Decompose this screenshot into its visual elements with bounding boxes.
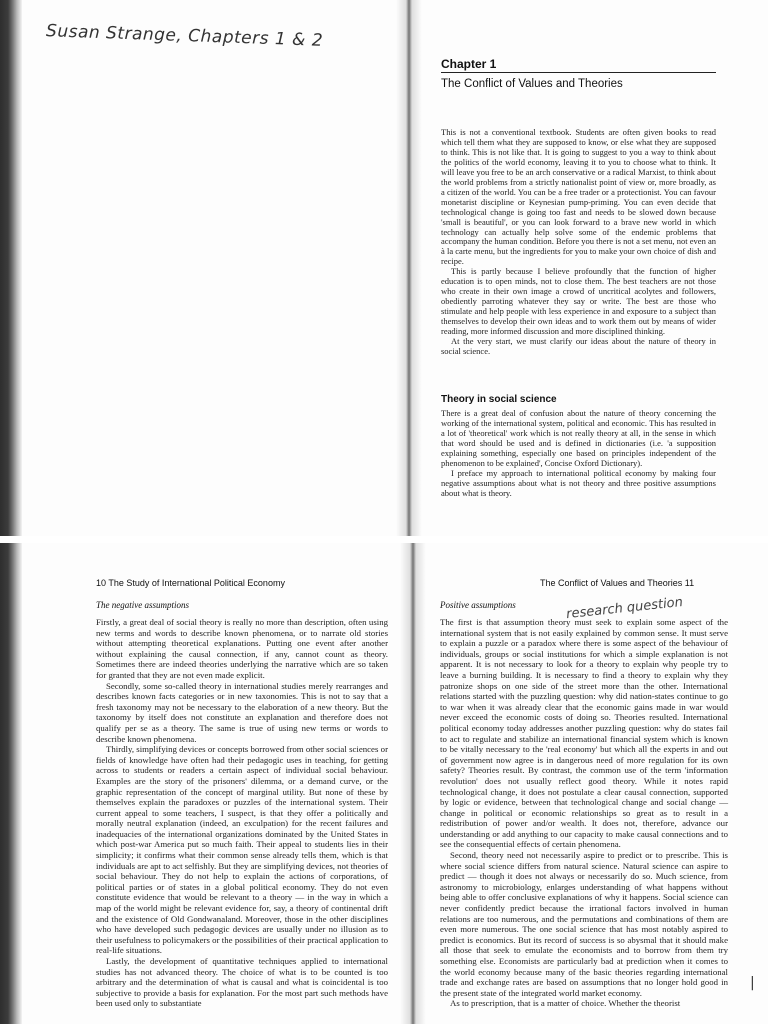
chapter-label: Chapter 1 (441, 57, 497, 71)
margin-bracket-mark: | (750, 975, 755, 991)
paragraph: Secondly, some so-called theory in international studies merely rearranges and describes known facts categories or in new taxonomies. This is not to say that a fresh taxonomy may not be necessary to the elaboration of a new theory. But the taxonomy by itself does not constitute an explanation and therefore does not qualify per se as a theory. The same is true of using new terms or words to describe known phenomena. (96, 680, 388, 744)
negative-assumptions-subheading: The negative assumptions (96, 600, 189, 610)
positive-assumptions-subheading: Positive assumptions (440, 600, 516, 610)
right-page-text (440, 617, 728, 1009)
running-head-left: 10 The Study of International Political Economy (96, 578, 285, 588)
page-gutter (396, 0, 422, 536)
section-heading: Theory in social science (441, 394, 557, 405)
section-text (441, 409, 716, 499)
left-page-text (96, 617, 388, 1009)
paragraph: Second, theory need not necessarily aspire to predict or to prescribe. This is where social science differs from natural science. Natural science can aspire to predict — though it does not always or necessarily do so. Much science, from astronomy to microbiology, enlarges understanding of what happens without being able to offer conclusive explanations of why it happens. Social science can never confidently predict because the irrational factors involved in human relations are too numerous, and the permutations and combinations of them are even more numerous. The one social science that has most notably aspired to predict is economics. But its record of success is so abysmal that it should make all those that seek to emulate the economists and to borrow from them try something else. Economists are particularly bad at prediction when it comes to the world economy because many of the basic theories regarding international trade and exchange rates are based on assumptions that no longer hold good in the present state of the integrated world market economy. (440, 850, 728, 998)
paragraph: Lastly, the development of quantitative techniques applied to international studies has not advanced theory. The choice of what is to be counted is too arbitrary and the determination of what is causal and what is coincidental is too subjective to provide a basis for explanation. For the most part such methods have been used only to substantiate (96, 956, 388, 1009)
section-paragraph: I preface my approach to international political economy by making four negative assumptions about what is not theory and three positive assumptions about what is theory. (441, 467, 716, 498)
paragraph: Thirdly, simplifying devices or concepts borrowed from other social sciences or fields of knowledge have often had their pedagogic uses in teaching, for getting across to students or readers a certain aspect of individual social behaviour. Examples are the story of the prisoners' dilemma, or a demand curve, or the graphic representation of the concept of marginal utility. But none of these by themselves explain the paradoxes or puzzles of the international system. Their current appeal to some teachers, I suspect, is that they offer a politically and morally neutral explanation (indeed, an exculpation) for the recent failures and inadequacies of the international organizations dominated by the United States in which post-war America put so much faith. Their appeal to students lies in their simplicity; it confirms what their common sense already tells them, which is that individuals are apt to act selfishly. But they are simplifying devices, not theories of social behaviour. They do not help to explain the actions of corporations, of political parties or of states in a global political economy. They do not even constitute evidence that would be relevant to a theory — in the way in which a map of the world might be relevant evidence for, say, a theory of continental drift and the existence of Old Gondwanaland. Moreover, those in the other disciplines who have developed such pedagogic devices are usually under no illusion as to their usefulness to policymakers or the possibilities of their practical application to real-life situations. (96, 744, 388, 956)
running-head-right: The Conflict of Values and Theories 11 (540, 578, 695, 588)
photo-gap (0, 536, 768, 543)
handwritten-annotation: research question (565, 594, 684, 623)
paragraph: As to prescription, that is a matter of choice. Whether the theorist (450, 998, 681, 1009)
page-gutter (400, 543, 426, 1024)
intro-paragraph: This is partly because I believe profoundly that the function of higher education is to open minds, not to close them. The best teachers are not those who create in their own image a crowd of uncritical acolytes and followers, obediently parroting whatever they say or write. The best are those who stimulate and help people with less experience in and exposure to a subject than themselves to develop their own ideas and to work them out by means of wider reading, more informed discussion and more disciplined thinking. (441, 266, 716, 337)
section-paragraph: There is a great deal of confusion about the nature of theory concerning the working of the international system, political and economic. This has resulted in a lot of 'theoretical' work which is not really theory at all, in the sense in which that word should be used and is defined in dictionaries (i.e. 'a supposition explaining something, especially one based on principles independent of the phenomenon to be explained', Concise Oxford Dictionary). (441, 408, 716, 468)
intro-text (441, 128, 716, 357)
book-binding-shadow (0, 0, 22, 536)
chapter-rule (441, 72, 716, 73)
intro-paragraph: At the very start, we must clarify our ideas about the nature of theory in social science. (441, 336, 716, 356)
handwritten-note: Susan Strange, Chapters 1 & 2 (45, 21, 324, 51)
paragraph: Firstly, a great deal of social theory is really no more than description, often using new terms and words to describe known phenomena, or to narrate old stories without attempting theoretical explanations. Putting one event after another without explaining the causal connection, if any, cannot count as theory. Sometimes there are indeed theories underlying the narrative which are so taken for granted that they are not even made explicit. (96, 617, 388, 680)
chapter-title: The Conflict of Values and Theories (441, 78, 623, 90)
intro-paragraph: This is not a conventional textbook. Students are often given books to read which tell them what they are supposed to know, or else what they are supposed to think. This is not like that. It is going to suggest to you a way to think about the politics of the world economy, leaving it to you to choose what to think. It will leave you free to be an arch conservative or a radical Marxist, to think about the world problems from a strictly nationalist point of view or, more broadly, as a citizen of the world. You can be a free trader or a protectionist. You can favour monetarist discipline or Keynesian pump-priming. You can even decide that technological change is going too fast and needs to be slowed down because 'small is beautiful', or you can look forward to a brave new world in which technology can actually help solve some of the endemic problems that accompany the human condition. Before you there is not a set menu, not even an à la carte menu, but the ingredients for you to make your own choice of dish and recipe. (441, 127, 716, 267)
book-binding-shadow (0, 543, 22, 1024)
paragraph: The first is that assumption theory must seek to explain some aspect of the international system that is not easily explained by common sense. It must serve to explain a puzzle or a paradox where there is some aspect of the behaviour of individuals, groups or social institutions for which a simple explanation is not apparent. It is not necessary to look for a theory to explain why people try to leave a burning building. It is necessary to find a theory to explain why they patronize shops on one side of the street more than the other. International relations started with the puzzling question: why did nation-states continue to go to war when it was already clear that the economic gains made in war would never exceed the economic costs of doing so. Theories resulted. International political economy today addresses another puzzling question: why do states fail to act to regulate and stabilize an international financial system which is known to be vitally necessary to the 'real economy' but which all the experts in and out of government now agree is in dangerous need of more regulation for its own safety? Theories result. By contrast, the common use of the term 'information revolution' does not usually reflect good theory. While it notes rapid technological change, it does not postulate a clear causal connection, supported by logic or evidence, between that technological change and social change — change in political or economic relationships so great as to result in a redistribution of power and/or wealth. It does not, therefore, advance our understanding or add anything to our capacity to make causal connections and to see the consequential effects of certain phenomena. (440, 617, 728, 850)
